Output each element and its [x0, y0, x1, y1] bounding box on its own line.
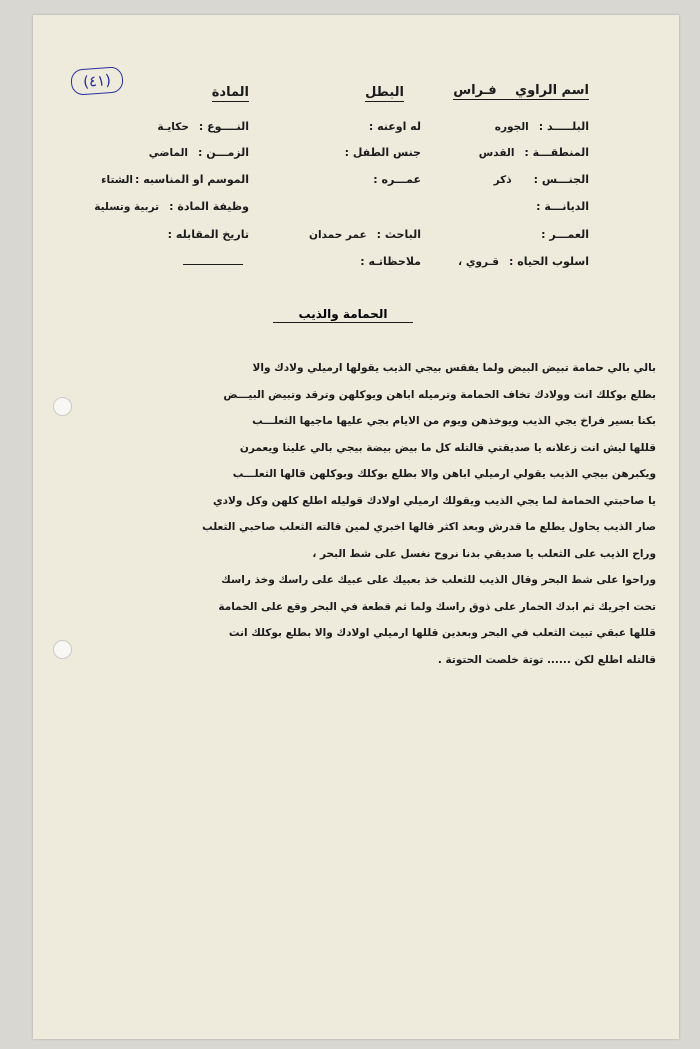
header-hero: البطل: [365, 85, 404, 100]
story-line: قللها عبقي تبيت الثعلب في البحر وبعدين قللها ارميلي اولادك والا بطلع بوكلك انت: [228, 627, 656, 639]
story-line: يا صاحبتي الحمامة لما يجي الذيب ويقولك ارميلي اولادك قوليله اطلع كلهن وكل ولادي: [213, 494, 656, 507]
field-gender: الجنـــس :ذكر: [493, 173, 589, 186]
field-time: الزمـــن :الماضي: [148, 146, 249, 159]
story-line: بالي بالي حمامة تبيض البيض ولما يفقس بيجي الذيب يقولها ارميلي ولادك والا: [252, 362, 656, 374]
punch-hole: [53, 397, 72, 416]
field-researcher: الباحث :عمر حمدان: [309, 228, 421, 241]
document-sheet: [33, 15, 679, 1039]
story-body: [96, 355, 656, 673]
field-season: الموسم او المناسبه :الشتاء: [101, 173, 249, 186]
field-age: العمـــر :: [541, 228, 589, 241]
blank-line: [183, 257, 249, 270]
field-religion: الديانـــة :: [536, 200, 589, 213]
field-country: البلـــــد :الجوره: [494, 120, 589, 133]
story-line: بطلع بوكلك انت وولادك تخاف الحمامة وترميله اباهن ويوكلهن وترقد وتبيض البيـــض: [223, 388, 656, 401]
story-line: وراح الذيب على الثعلب يا صديقي بدنا نروح نغسل على شط البحر ،: [312, 547, 656, 560]
field-type: النــــوع :حكايـة: [157, 120, 249, 133]
page-number-stamp: (٤١): [70, 66, 124, 96]
story-line: بكنا بسير فراخ يجي الذيب ويوخذهن ويوم من الايام بجي عليها ماجيها الثعلـــب: [252, 415, 656, 427]
field-hero-or: له اوعنه :: [368, 120, 421, 133]
story-line: ويكبرهن بيجي الذيب يقولي ارميلي اباهن والا بطلع بوكلك وبوكلهن قالها الثعلـــب: [232, 468, 656, 480]
story-line: قالتله اطلع لكن ...... توتة خلصت الحتوتة .: [437, 653, 656, 666]
field-function: وظيفة المادة :تربية وتسلية: [94, 200, 249, 213]
field-child-age: عمـــره :: [373, 173, 421, 186]
punch-hole: [53, 640, 72, 659]
field-notes: ملاحظاتـه :: [360, 255, 421, 268]
header-narrator: اسم الراوي فـراس: [453, 83, 589, 98]
header-material: المادة: [211, 85, 249, 100]
story-line: قللها ليش انت زعلانه يا صديقتي قالتله كل ما بيض بيضة بيجي بالي علينا ويعمرن: [239, 441, 656, 454]
field-lifestyle: اسلوب الحياه :قـروي ،: [458, 255, 589, 268]
field-region: المنطقـــة :القدس: [478, 146, 589, 159]
story-title: الحمامة والذيب: [273, 307, 413, 323]
story-line: وراحوا على شط البحر وقال الذيب للثعلب خذ بعبيك على عبيك على راسك وخذ راسك: [221, 574, 656, 586]
story-line: تحت اجريك ثم ابدك الحمار على ذوق راسك ولما ثم قطعة في البحر وقع على الحمامة: [218, 600, 656, 613]
field-interview-date: تاريخ المقابله :: [167, 228, 249, 241]
field-child-gender: جنس الطفل :: [344, 146, 421, 159]
story-line: صار الذيب يحاول يطلع ما قدرش وبعد اكثر قالها اخبري لمين قالته الثعلب صاحبي الثعلب: [202, 521, 656, 533]
